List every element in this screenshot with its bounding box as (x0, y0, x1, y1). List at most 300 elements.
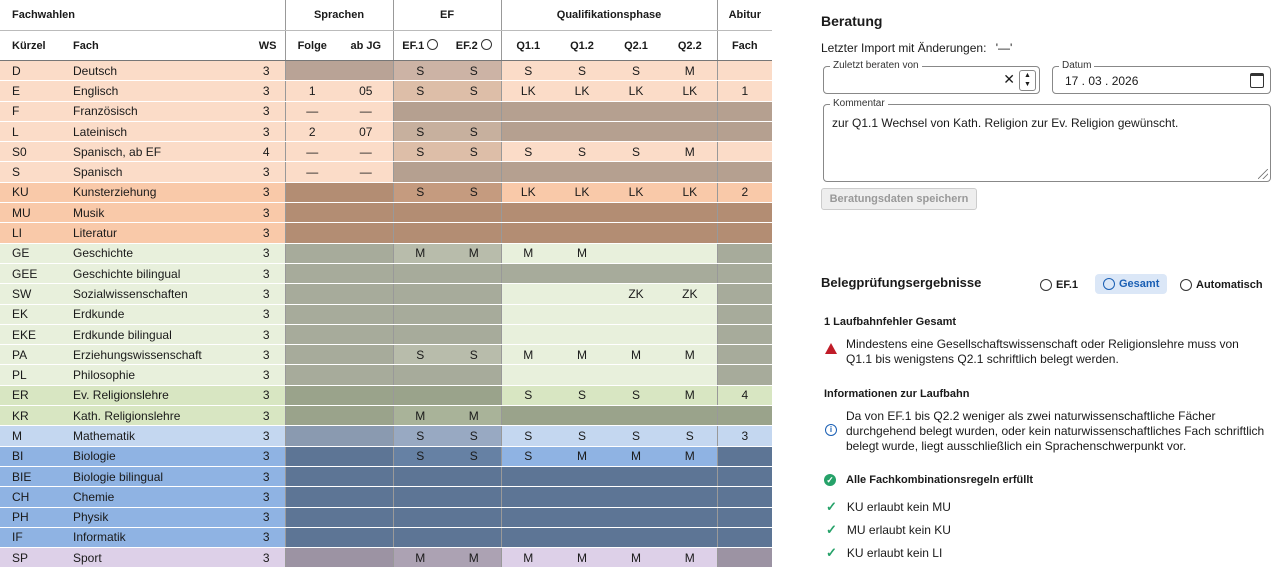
cell-ws: 3 (243, 182, 285, 202)
cell-q11[interactable] (501, 406, 555, 426)
cell-q12[interactable] (555, 162, 609, 182)
cell-ef2[interactable] (447, 203, 501, 223)
table-row[interactable] (0, 142, 772, 162)
rule-text: MU erlaubt kein KU (846, 523, 951, 537)
table-row[interactable] (0, 203, 772, 223)
col-ef1[interactable] (393, 31, 447, 61)
cell-q22[interactable]: LK (663, 81, 717, 101)
cell-folge[interactable] (285, 203, 339, 223)
cell-q21[interactable] (609, 203, 663, 223)
cell-ef2[interactable] (447, 527, 501, 547)
cell-q11[interactable] (501, 203, 555, 223)
cell-folge[interactable] (285, 345, 339, 365)
cell-abjg[interactable]: — (339, 142, 393, 162)
cell-q11[interactable]: S (501, 142, 555, 162)
table-row[interactable] (0, 527, 772, 547)
cell-q11[interactable]: LK (501, 182, 555, 202)
cell-q21[interactable]: S (609, 385, 663, 405)
cell-q11[interactable] (501, 527, 555, 547)
cell-ef1[interactable]: S (393, 345, 447, 365)
col-q21: Q2.1 (609, 31, 663, 61)
save-beratung-button[interactable]: Beratungsdaten speichern (821, 188, 977, 210)
cell-ef2[interactable] (447, 324, 501, 344)
cell-q21[interactable] (609, 406, 663, 426)
cell-folge[interactable] (285, 223, 339, 243)
cell-q22[interactable] (663, 487, 717, 507)
cell-ef1[interactable]: S (393, 446, 447, 466)
cell-abi[interactable] (717, 304, 772, 324)
cell-ws: 3 (243, 223, 285, 243)
cell-folge[interactable] (285, 426, 339, 446)
cell-abjg[interactable] (339, 284, 393, 304)
table-row[interactable] (0, 466, 772, 486)
cell-abi[interactable]: 4 (717, 385, 772, 405)
cell-ef1[interactable]: S (393, 182, 447, 202)
cell-abjg[interactable] (339, 385, 393, 405)
cell-ef2[interactable] (447, 284, 501, 304)
cell-q12[interactable] (555, 284, 609, 304)
table-row[interactable] (0, 446, 772, 466)
cell-q21[interactable]: M (609, 345, 663, 365)
cell-q11[interactable] (501, 223, 555, 243)
cell-q12[interactable] (555, 365, 609, 385)
cell-folge[interactable]: — (285, 142, 339, 162)
table-row[interactable] (0, 365, 772, 385)
cell-ef2[interactable]: S (447, 426, 501, 446)
cell-abi[interactable] (717, 548, 772, 568)
cell-abjg[interactable]: — (339, 162, 393, 182)
cell-ef1[interactable]: M (393, 243, 447, 263)
table-row[interactable] (0, 162, 772, 182)
cell-ws: 4 (243, 142, 285, 162)
cell-folge[interactable] (285, 61, 339, 81)
cell-abjg[interactable] (339, 203, 393, 223)
table-row[interactable] (0, 81, 772, 101)
table-row[interactable] (0, 507, 772, 527)
cell-q21[interactable] (609, 466, 663, 486)
cell-q12[interactable]: S (555, 142, 609, 162)
cell-q11[interactable] (501, 466, 555, 486)
cell-q11[interactable]: S (501, 385, 555, 405)
cell-ef2[interactable]: M (447, 243, 501, 263)
cell-q22[interactable]: M (663, 446, 717, 466)
cell-ef1[interactable] (393, 507, 447, 527)
cell-q22[interactable] (663, 243, 717, 263)
cell-q12[interactable]: M (555, 446, 609, 466)
cell-q22[interactable] (663, 507, 717, 527)
cell-abjg[interactable] (339, 182, 393, 202)
cell-abi[interactable] (717, 345, 772, 365)
cell-q12[interactable] (555, 406, 609, 426)
cell-folge[interactable] (285, 466, 339, 486)
cell-q12[interactable] (555, 527, 609, 547)
cell-k: IF (0, 527, 61, 547)
cell-ef1[interactable] (393, 304, 447, 324)
cell-q12[interactable]: S (555, 385, 609, 405)
cell-abi[interactable]: 1 (717, 81, 772, 101)
cell-ef2[interactable]: S (447, 345, 501, 365)
cell-q12[interactable] (555, 507, 609, 527)
cell-ef2[interactable] (447, 223, 501, 243)
col-ef2[interactable] (447, 31, 501, 61)
cell-q21[interactable] (609, 324, 663, 344)
kommentar-value: zur Q1.1 Wechsel von Kath. Religion zur Ev. Religion gewünscht. (832, 116, 1179, 130)
cell-abjg[interactable] (339, 61, 393, 81)
cell-q21[interactable] (609, 507, 663, 527)
table-row[interactable] (0, 548, 772, 568)
cell-q22[interactable] (663, 304, 717, 324)
cell-ef1[interactable]: M (393, 406, 447, 426)
cell-q21[interactable] (609, 263, 663, 283)
cell-ef1[interactable] (393, 263, 447, 283)
cell-q11[interactable]: M (501, 243, 555, 263)
table-row[interactable] (0, 345, 772, 365)
cell-folge[interactable] (285, 182, 339, 202)
radio-ef1[interactable] (1040, 275, 1078, 295)
cell-q22[interactable]: M (663, 345, 717, 365)
cell-q12[interactable] (555, 223, 609, 243)
cell-folge[interactable]: — (285, 162, 339, 182)
table-row[interactable] (0, 263, 772, 283)
calendar-icon[interactable] (1250, 73, 1264, 88)
cell-abi[interactable] (717, 243, 772, 263)
table-row[interactable] (0, 182, 772, 202)
cell-k: EKE (0, 324, 61, 344)
cell-ef1[interactable] (393, 527, 447, 547)
cell-folge[interactable] (285, 385, 339, 405)
cell-q22[interactable] (663, 324, 717, 344)
cell-abi[interactable] (717, 101, 772, 121)
cell-q12[interactable]: S (555, 426, 609, 446)
cell-folge[interactable]: 2 (285, 121, 339, 141)
cell-ws: 3 (243, 507, 285, 527)
cell-folge[interactable] (285, 487, 339, 507)
cell-q12[interactable]: S (555, 61, 609, 81)
cell-q21[interactable]: ZK (609, 284, 663, 304)
cell-abjg[interactable] (339, 446, 393, 466)
cell-ws: 3 (243, 385, 285, 405)
cell-folge[interactable] (285, 406, 339, 426)
cell-q11[interactable] (501, 162, 555, 182)
cell-folge[interactable] (285, 548, 339, 568)
cell-ws: 3 (243, 101, 285, 121)
cell-q21[interactable] (609, 527, 663, 547)
cell-q12[interactable] (555, 324, 609, 344)
cell-ef2[interactable] (447, 466, 501, 486)
cell-k: PA (0, 345, 61, 365)
cell-ef1[interactable] (393, 203, 447, 223)
cell-abjg[interactable] (339, 426, 393, 446)
link-icon[interactable] (481, 39, 492, 50)
cell-ef1[interactable] (393, 487, 447, 507)
import-value: '—' (995, 41, 1013, 55)
cell-abjg[interactable] (339, 527, 393, 547)
cell-abjg[interactable]: 05 (339, 81, 393, 101)
cell-ef2[interactable]: S (447, 61, 501, 81)
cell-abjg[interactable] (339, 223, 393, 243)
cell-f: Spanisch, ab EF (61, 142, 243, 162)
cell-q12[interactable] (555, 101, 609, 121)
cell-k: F (0, 101, 61, 121)
cell-q12[interactable]: LK (555, 81, 609, 101)
cell-q21[interactable]: M (609, 548, 663, 568)
cell-abi[interactable] (717, 223, 772, 243)
cell-abjg[interactable] (339, 263, 393, 283)
cell-ef2[interactable] (447, 365, 501, 385)
cell-ef1[interactable] (393, 101, 447, 121)
cell-abjg[interactable]: — (339, 101, 393, 121)
cell-q12[interactable] (555, 304, 609, 324)
cell-abi[interactable] (717, 365, 772, 385)
cell-abi[interactable] (717, 324, 772, 344)
cell-q22[interactable]: LK (663, 182, 717, 202)
cell-abjg[interactable] (339, 345, 393, 365)
cell-k: S (0, 162, 61, 182)
stepper-icon[interactable]: ▲ ▼ (1019, 70, 1036, 91)
cell-abi[interactable] (717, 446, 772, 466)
cell-ef2[interactable] (447, 162, 501, 182)
table-row[interactable] (0, 223, 772, 243)
cell-q21[interactable] (609, 304, 663, 324)
cell-q11[interactable] (501, 263, 555, 283)
cell-ef2[interactable]: S (447, 142, 501, 162)
cell-q11[interactable] (501, 365, 555, 385)
cell-q12[interactable] (555, 203, 609, 223)
table-row[interactable] (0, 284, 772, 304)
table-row[interactable] (0, 426, 772, 446)
cell-q21[interactable] (609, 162, 663, 182)
resize-handle[interactable] (1258, 169, 1268, 179)
cell-q12[interactable] (555, 121, 609, 141)
cell-q12[interactable] (555, 263, 609, 283)
kommentar-field[interactable] (823, 98, 1271, 182)
cell-ef1[interactable] (393, 284, 447, 304)
cell-abi[interactable]: 3 (717, 426, 772, 446)
cell-q11[interactable] (501, 507, 555, 527)
rule-item (826, 499, 951, 515)
cell-ef2[interactable] (447, 385, 501, 405)
cell-abjg[interactable]: 07 (339, 121, 393, 141)
cell-q11[interactable]: LK (501, 81, 555, 101)
cell-q11[interactable] (501, 324, 555, 344)
cell-q12[interactable] (555, 466, 609, 486)
cell-q21[interactable]: S (609, 426, 663, 446)
cell-ef2[interactable] (447, 101, 501, 121)
cell-ef2[interactable]: S (447, 81, 501, 101)
rule-text: KU erlaubt kein LI (846, 546, 943, 560)
cell-q12[interactable]: M (555, 548, 609, 568)
table-row[interactable] (0, 101, 772, 121)
cell-q21[interactable] (609, 243, 663, 263)
info-icon: i (825, 424, 837, 436)
cell-k: M (0, 426, 61, 446)
cell-k: EK (0, 304, 61, 324)
table-row[interactable] (0, 385, 772, 405)
cell-q22[interactable] (663, 466, 717, 486)
cell-ef1[interactable] (393, 385, 447, 405)
cell-q21[interactable]: S (609, 142, 663, 162)
cell-ef2[interactable]: S (447, 121, 501, 141)
cell-abi[interactable] (717, 487, 772, 507)
cell-folge[interactable] (285, 446, 339, 466)
cell-ef1[interactable]: S (393, 142, 447, 162)
cell-q22[interactable] (663, 203, 717, 223)
cell-abi[interactable] (717, 527, 772, 547)
cell-ef2[interactable] (447, 507, 501, 527)
cell-q12[interactable] (555, 487, 609, 507)
cell-folge[interactable] (285, 243, 339, 263)
cell-folge[interactable] (285, 263, 339, 283)
cell-ef1[interactable]: M (393, 548, 447, 568)
cell-ws: 3 (243, 121, 285, 141)
cell-folge[interactable]: 1 (285, 81, 339, 101)
kommentar-label: Kommentar (830, 98, 888, 109)
cell-ef2[interactable]: S (447, 446, 501, 466)
cell-q12[interactable]: LK (555, 182, 609, 202)
check-circle-icon (1103, 278, 1115, 290)
cell-ef2[interactable] (447, 487, 501, 507)
cell-q11[interactable] (501, 101, 555, 121)
cell-abi[interactable] (717, 121, 772, 141)
cell-q21[interactable] (609, 487, 663, 507)
cell-q21[interactable]: LK (609, 81, 663, 101)
cell-abjg[interactable] (339, 466, 393, 486)
cell-ef1[interactable] (393, 466, 447, 486)
cell-q11[interactable]: S (501, 61, 555, 81)
cell-folge[interactable]: — (285, 101, 339, 121)
table-row[interactable] (0, 304, 772, 324)
cell-folge[interactable] (285, 304, 339, 324)
cell-k: PL (0, 365, 61, 385)
cell-ef1[interactable] (393, 365, 447, 385)
zuletzt-field[interactable] (823, 60, 1040, 94)
cell-q22[interactable]: M (663, 548, 717, 568)
cell-ef2[interactable]: S (447, 182, 501, 202)
cell-ef2[interactable] (447, 304, 501, 324)
cell-q22[interactable] (663, 365, 717, 385)
cell-q11[interactable] (501, 284, 555, 304)
cell-ef2[interactable]: M (447, 548, 501, 568)
cell-abjg[interactable] (339, 548, 393, 568)
cell-k: BI (0, 446, 61, 466)
cell-ef1[interactable]: S (393, 81, 447, 101)
cell-abjg[interactable] (339, 304, 393, 324)
cell-ef1[interactable] (393, 223, 447, 243)
cell-abjg[interactable] (339, 507, 393, 527)
cell-ef2[interactable] (447, 263, 501, 283)
cell-abjg[interactable] (339, 324, 393, 344)
cell-f: Lateinisch (61, 121, 243, 141)
cell-q11[interactable] (501, 121, 555, 141)
cell-q22[interactable] (663, 527, 717, 547)
cell-folge[interactable] (285, 284, 339, 304)
cell-abi[interactable] (717, 162, 772, 182)
cell-q11[interactable] (501, 487, 555, 507)
datum-value: 17 . 03 . 2026 (1065, 74, 1139, 88)
cell-q21[interactable] (609, 101, 663, 121)
cell-abjg[interactable] (339, 365, 393, 385)
cell-ef1[interactable]: S (393, 121, 447, 141)
cell-ef1[interactable] (393, 162, 447, 182)
cell-q12[interactable]: M (555, 345, 609, 365)
table-row[interactable] (0, 487, 772, 507)
cell-abi[interactable] (717, 284, 772, 304)
cell-ws: 3 (243, 203, 285, 223)
cell-q22[interactable] (663, 223, 717, 243)
cell-abjg[interactable] (339, 243, 393, 263)
cell-q12[interactable]: M (555, 243, 609, 263)
cell-q22[interactable]: M (663, 385, 717, 405)
cell-abjg[interactable] (339, 406, 393, 426)
cell-abi[interactable]: 2 (717, 182, 772, 202)
link-icon[interactable] (427, 39, 438, 50)
cell-q22[interactable]: ZK (663, 284, 717, 304)
radio-gesamt[interactable] (1095, 274, 1167, 294)
cell-folge[interactable] (285, 365, 339, 385)
kombi-heading: Alle Fachkombinationsregeln erfüllt (846, 474, 1034, 486)
table-row[interactable] (0, 243, 772, 263)
cell-abi[interactable] (717, 263, 772, 283)
cell-f: Geschichte bilingual (61, 263, 243, 283)
cell-abjg[interactable] (339, 487, 393, 507)
cell-q21[interactable] (609, 121, 663, 141)
cell-q21[interactable] (609, 223, 663, 243)
cell-f: Erdkunde (61, 304, 243, 324)
cell-q22[interactable] (663, 162, 717, 182)
cell-q11[interactable]: S (501, 426, 555, 446)
cell-ef2[interactable]: M (447, 406, 501, 426)
cell-q22[interactable]: M (663, 61, 717, 81)
table-row[interactable] (0, 61, 772, 81)
cell-q22[interactable]: M (663, 142, 717, 162)
cell-ef1[interactable]: S (393, 426, 447, 446)
datum-field[interactable] (1052, 60, 1271, 94)
cell-ef1[interactable] (393, 324, 447, 344)
table-row[interactable] (0, 324, 772, 344)
cell-abi[interactable] (717, 61, 772, 81)
cell-abi[interactable] (717, 142, 772, 162)
cell-q21[interactable]: M (609, 446, 663, 466)
clear-icon[interactable]: ✕ (1003, 71, 1015, 87)
cell-q21[interactable]: LK (609, 182, 663, 202)
cell-folge[interactable] (285, 324, 339, 344)
cell-q11[interactable]: S (501, 446, 555, 466)
cell-q22[interactable] (663, 121, 717, 141)
header-qphase: Qualifikationsphase (501, 0, 717, 31)
cell-f: Englisch (61, 81, 243, 101)
cell-abi[interactable] (717, 406, 772, 426)
radio-automatisch[interactable] (1180, 275, 1263, 295)
cell-q11[interactable]: M (501, 548, 555, 568)
table-row[interactable] (0, 406, 772, 426)
cell-q22[interactable] (663, 406, 717, 426)
cell-abi[interactable] (717, 203, 772, 223)
cell-folge[interactable] (285, 527, 339, 547)
cell-q21[interactable] (609, 365, 663, 385)
cell-q22[interactable] (663, 101, 717, 121)
cell-q22[interactable]: S (663, 426, 717, 446)
cell-abi[interactable] (717, 507, 772, 527)
cell-folge[interactable] (285, 507, 339, 527)
cell-ef1[interactable]: S (393, 61, 447, 81)
cell-abi[interactable] (717, 466, 772, 486)
cell-q11[interactable] (501, 304, 555, 324)
cell-q11[interactable]: M (501, 345, 555, 365)
table-row[interactable] (0, 121, 772, 141)
cell-q22[interactable] (663, 263, 717, 283)
header-abitur: Abitur (717, 0, 772, 31)
cell-q21[interactable]: S (609, 61, 663, 81)
